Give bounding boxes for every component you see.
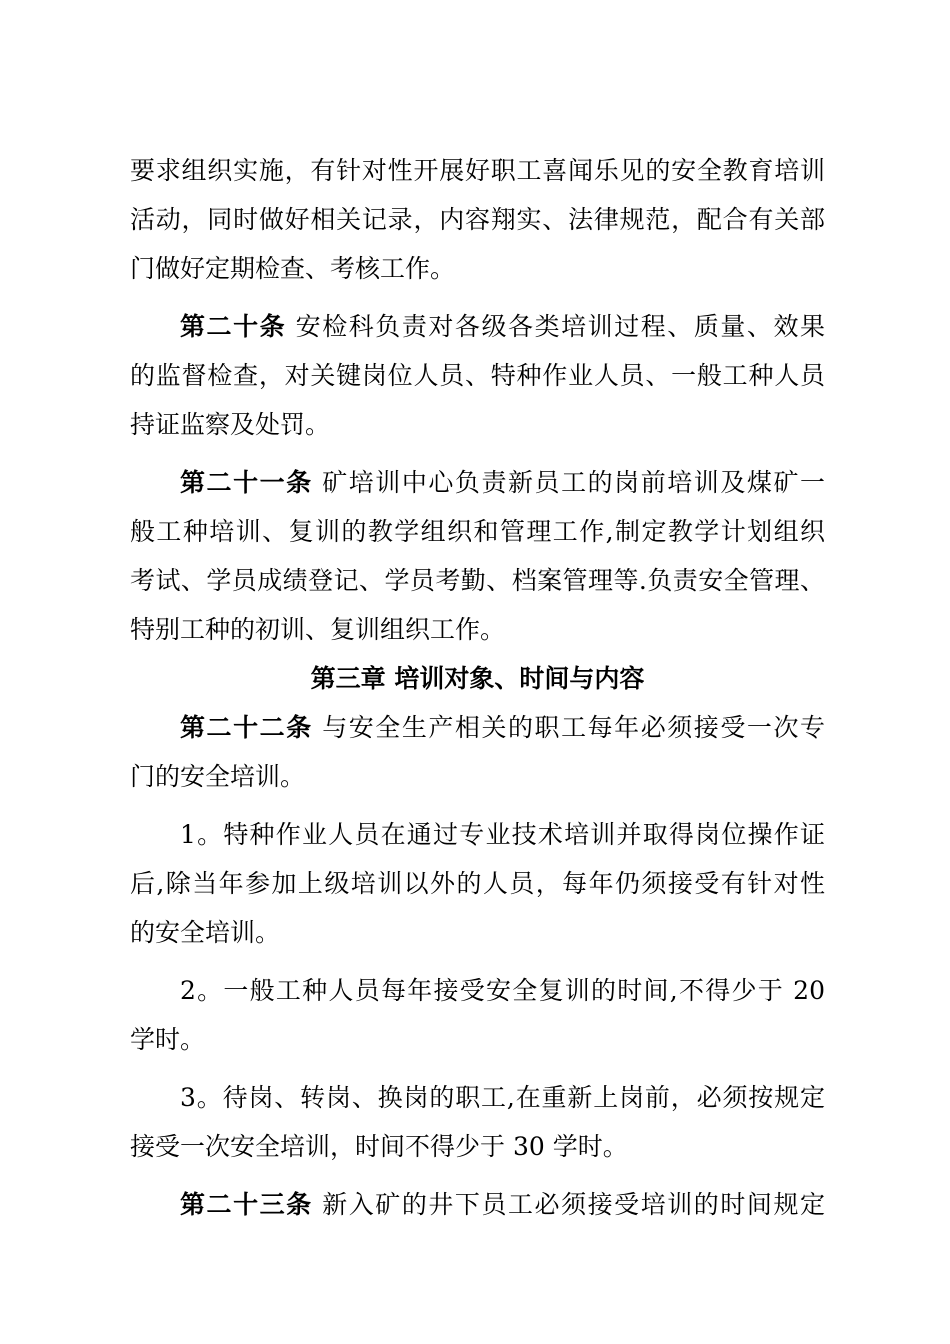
paragraph-line xyxy=(130,1122,825,1171)
article-20-line xyxy=(130,302,825,351)
text-span: 活动，同时做好相关记录，内容翔实、法律规范，配合有关部 xyxy=(130,205,825,234)
paragraph-line xyxy=(130,1015,825,1064)
text-span: 的安全培训。 xyxy=(130,918,281,947)
article-20-label: 第二十条 xyxy=(180,312,287,341)
chapter-heading: 第三章 培训对象、时间与内容 xyxy=(310,664,645,693)
text-span: 新入矿的井下员工必须接受培训的时间规定 xyxy=(312,1190,825,1219)
text-span: 后,除当年参加上级培训以外的人员，每年仍须接受有针对性 xyxy=(130,869,825,898)
text-span: 持证监察及处罚。 xyxy=(130,410,331,439)
text-span: 门做好定期检查、考核工作。 xyxy=(130,254,456,283)
text-span: 接受一次安全培训，时间不得少于 30 学时。 xyxy=(130,1132,628,1161)
text-span: 1。特种作业人员在通过专业技术培训并取得岗位操作证 xyxy=(180,820,825,849)
paragraph-line xyxy=(130,556,825,605)
text-span: 特别工种的初训、复训组织工作。 xyxy=(130,615,506,644)
text-span: 般工种培训、复训的教学组织和管理工作,制定教学计划组织 xyxy=(130,517,825,546)
article-23-line xyxy=(130,1180,825,1229)
paragraph-line xyxy=(130,507,825,556)
article-22-line xyxy=(130,703,825,752)
text-span: 2。一般工种人员每年接受安全复训的时间,不得少于 20 xyxy=(180,976,825,1005)
paragraph-line xyxy=(130,752,825,801)
list-item-2-line xyxy=(130,966,825,1015)
text-span: 考试、学员成绩登记、学员考勤、档案管理等.负责安全管理、 xyxy=(130,566,825,595)
paragraph-line xyxy=(130,859,825,908)
paragraph-line xyxy=(130,195,825,244)
paragraph-line xyxy=(130,605,825,654)
list-item-3-line xyxy=(130,1073,825,1122)
text-span: 学时。 xyxy=(130,1025,206,1054)
text-span: 与安全生产相关的职工每年必须接受一次专 xyxy=(312,713,825,742)
article-23-label: 第二十三条 xyxy=(180,1190,313,1219)
paragraph-line xyxy=(130,244,825,293)
article-21-line xyxy=(130,458,825,507)
text-span: 3。待岗、转岗、换岗的职工,在重新上岗前，必须按规定 xyxy=(180,1083,825,1112)
article-22-label: 第二十二条 xyxy=(180,713,313,742)
text-span: 的监督检查，对关键岗位人员、特种作业人员、一般工种人员 xyxy=(130,361,825,390)
text-span: 要求组织实施，有针对性开展好职工喜闻乐见的安全教育培训 xyxy=(130,156,825,185)
list-item-1-line xyxy=(130,810,825,859)
document-page xyxy=(130,146,825,1229)
paragraph-line xyxy=(130,351,825,400)
text-span: 门的安全培训。 xyxy=(130,762,306,791)
paragraph-line xyxy=(130,908,825,957)
article-21-label: 第二十一条 xyxy=(180,468,313,497)
paragraph-line xyxy=(130,146,825,195)
text-span: 安检科负责对各级各类培训过程、质量、效果 xyxy=(286,312,825,341)
text-span: 矿培训中心负责新员工的岗前培训及煤矿一 xyxy=(312,468,825,497)
paragraph-line xyxy=(130,400,825,449)
